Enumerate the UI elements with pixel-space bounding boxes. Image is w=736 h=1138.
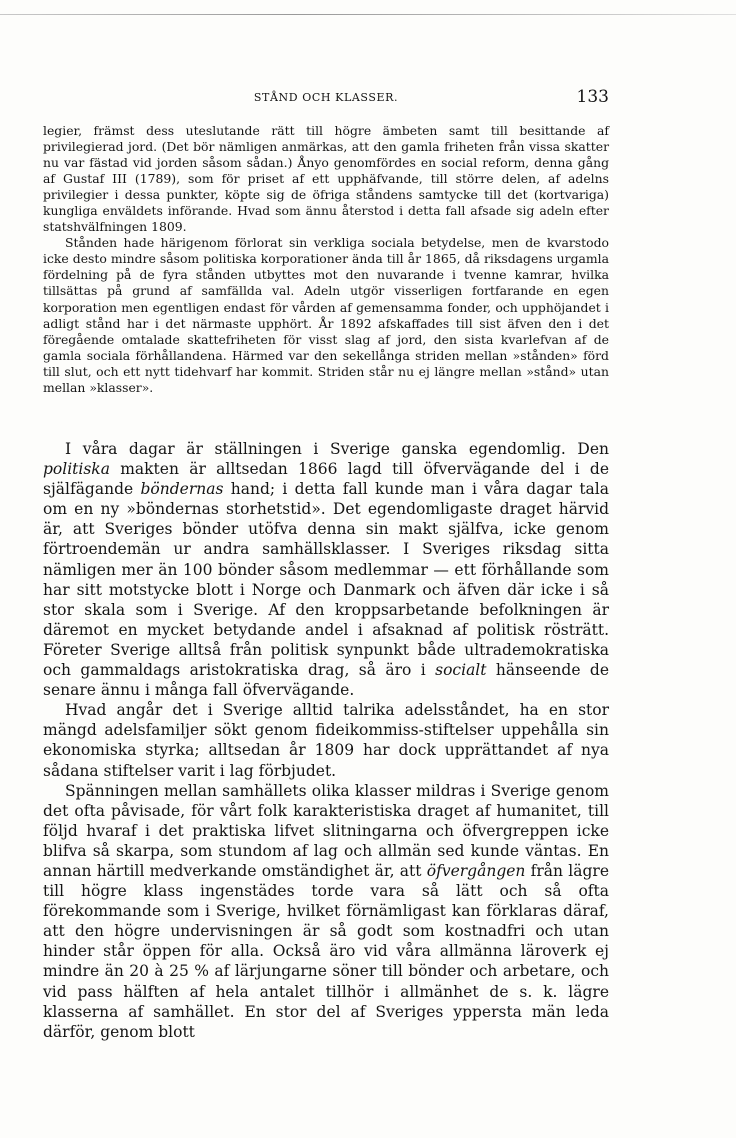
paragraph-swedish-conditions (43, 439, 609, 700)
emphasis-ofvergangen: öfvergången (426, 861, 526, 880)
text-run: hand; i detta fall kunde man i våra dagar tala om en ny »böndernas storhetstid». Det egendomligaste draget härvid är, att Sveriges bönder utöfva denna sin makt själfva, icke genom förtroendemän ur andra samhällsklasser. I Sveriges riksdag sitta nämligen mer än 100 bönder såsom medlemmar — ett förhållande som har sitt motstycke blott i Norge och Danmark och äfven där icke i så stor skala som i Sverige. Af den kroppsarbetande befolkningen är däremot en mycket betydande andel i afsaknad af politisk rösträtt. Företer Sverige alltså från politisk synpunkt både ultrademokratiska och gammaldags aristokratiska drag, så äro i (43, 480, 609, 680)
scan-edge-line (0, 14, 736, 15)
paragraph-class-tension (43, 781, 609, 1042)
emphasis-bondernas: böndernas (140, 480, 224, 499)
running-title: STÅND OCH KLASSER. (253, 91, 399, 104)
page-header (43, 87, 609, 107)
small-paragraph-1: legier, främst dess uteslutande rätt till högre ämbeten samt till besittande af privilegierad jord. (Det bör nämligen anmärkas, att den gamla friheten från vissa skatter nu var fästad vid jorden såsom sådan.) Ånyo genomfördes en social reform, denna gång af Gustaf III (1789), som för priset af ett upphäfvande, till större delen, af adelns privilegier i dessa punkter, köpte sig de öfriga ståndens samtycke till det (kortvariga) kungliga enväldets införande. Hvad som ännu återstod i detta fall afsade sig adeln efter statshvälfningen 1809. (43, 123, 609, 235)
text-run: makten är alltsedan 1866 lagd till öfvervägande del i de själfägande (43, 460, 609, 499)
text-run: från lägre till högre klass ingenstädes torde vara så lätt och så ofta förekommande som i Sverige, hvilket förnämligast kan förklaras däraf, att den högre undervisningen är så godt som kostnadfri och utan hinder står öppen för alla. Också äro vid våra allmänna läroverk ej mindre än 20 à 25 % af lärjungarne söner till bönder och arbetare, och vid pass hälften af hela antalet tillhör i allmänhet de s. k. lägre klasserna af samhället. En stor del af Sveriges yppersta män leda därför, genom blott (43, 861, 609, 1041)
main-text-section (43, 439, 609, 1042)
emphasis-politiska: politiska (43, 460, 110, 479)
emphasis-socialt: socialt (435, 661, 487, 680)
text-run: hänseende de senare ännu i många fall öfvervägande. (43, 661, 609, 700)
text-run: I våra dagar är ställningen i Sverige ganska egendomlig. Den (65, 440, 609, 458)
paragraph-nobility: Hvad angår det i Sverige alltid talrika adelsståndet, ha en stor mängd adelsfamiljer sökt genom fideikommiss-stiftelser uppehålla sin ekonomiska styrka; alltsedan år 1809 har dock upprättandet af nya sådana stiftelser varit i lag förbjudet. (43, 701, 609, 780)
small-print-section (43, 123, 609, 396)
page-number: 133 (576, 87, 609, 107)
text-run: Spänningen mellan samhällets olika klasser mildras i Sverige genom det ofta påvisade, för vårt folk karakteristiska draget af humanitet, till följd hvaraf i det praktiska lifvet slitningarna och öfvergreppen icke blifva så skarpa, som stundom af lag och allmän sed kunde väntas. En annan härtill medverkande omständighet är, att (43, 781, 609, 880)
small-paragraph-2: Stånden hade härigenom förlorat sin verkliga sociala betydelse, men de kvarstodo icke desto mindre såsom politiska korporationer ända till år 1865, då riksdagens urgamla fördelning på de fyra stånden utbyttes mot den nuvarande i tvenne kamrar, hvilka tillsättas på grund af samfällda val. Adeln utgör visserligen fortfarande en egen korporation men egentligen endast för vården af gemensamma fonder, och upphöjandet i adligt stånd har i det närmaste upphört. År 1892 afskaffades till sist äfven den i det föregående omtalade skattefriheten för visst slag af jord, den sista kvarlefvan af de gamla sociala förhållandena. Härmed var den sekellånga striden mellan »stånden» förd till slut, och ett nytt tidehvarf har kommit. Striden står nu ej längre mellan »stånd» utan mellan »klasser». (43, 235, 609, 395)
